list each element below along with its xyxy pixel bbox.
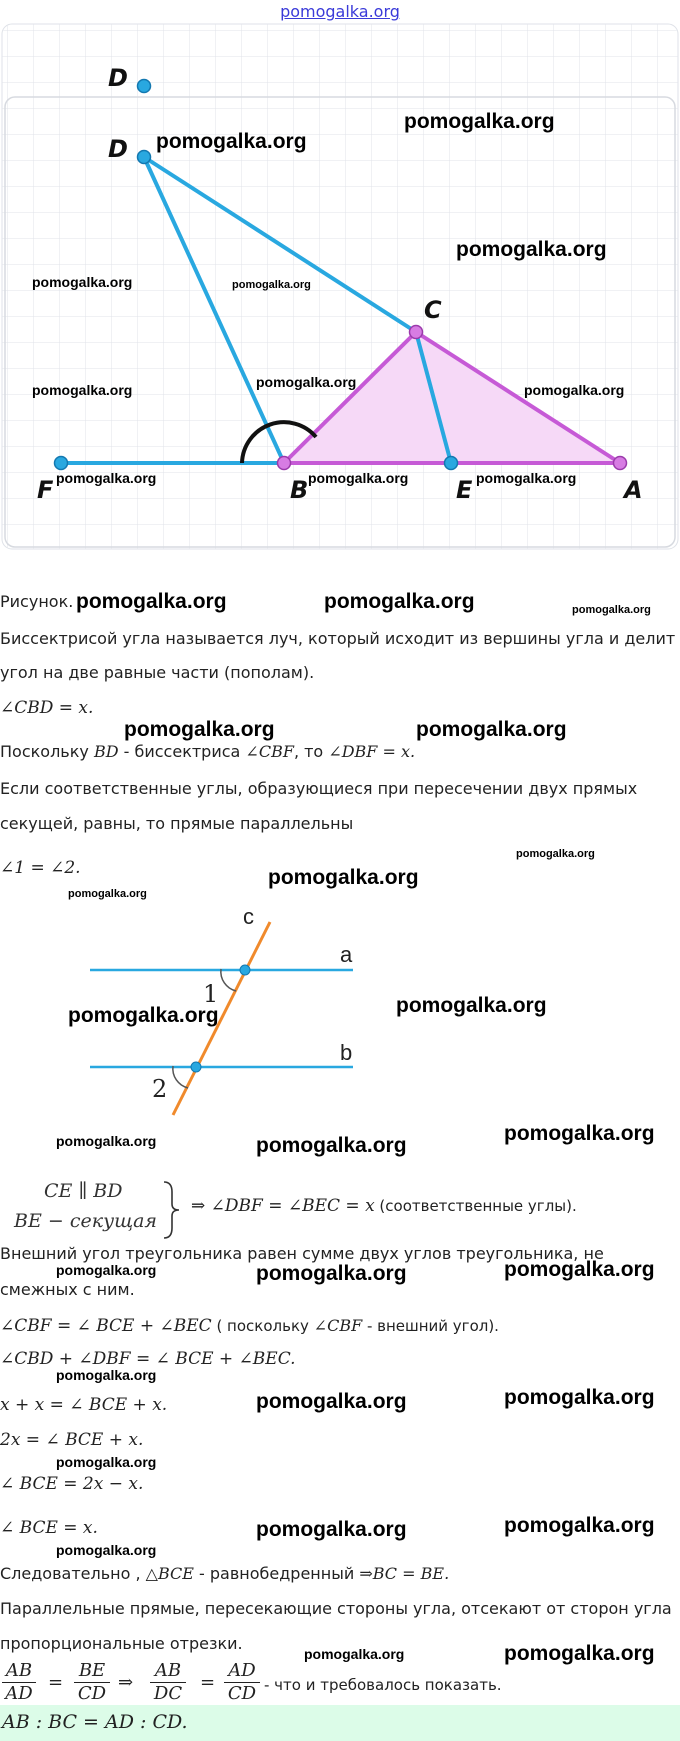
equation-bce-2: ∠ BCE = x. [0, 1518, 98, 1538]
watermark: pomogalka.org [476, 470, 577, 486]
conclusion-equation: AB : BC = AD : CD. [2, 1711, 188, 1733]
system-implies: ⇒ ∠DBF = ∠BEC = x [191, 1196, 375, 1216]
label-b: B [290, 476, 309, 504]
since-cbf: ∠CBF [245, 742, 294, 761]
cbf-equation: ∠CBF = ∠ BCE + ∠BEC [0, 1316, 212, 1336]
sum-equation: ∠CBD + ∠DBF = ∠ BCE + ∠BEC. [0, 1349, 296, 1369]
therefore-triangle: △BCE [145, 1564, 194, 1583]
equation-cbd: ∠CBD = x. [0, 698, 94, 718]
label-a: A [624, 476, 643, 504]
bisector-definition-2: угол на две равные части (пополам). [0, 663, 315, 682]
label-a-line: a [340, 942, 353, 967]
equation-bce-1: ∠ BCE = 2x − x. [0, 1474, 144, 1494]
frac-1-den: AD [5, 1683, 33, 1704]
watermark: pomogalka.org [32, 274, 133, 290]
conclusion-box [0, 1705, 680, 1741]
system-line-2: BE − секущая [14, 1210, 158, 1232]
frac-3-num: AB [150, 1660, 186, 1683]
equation-x-plus-x: x + x = ∠ BCE + x. [0, 1395, 168, 1415]
cbf-equation-line [0, 1314, 680, 1338]
label-c-line: c [243, 905, 254, 929]
watermark: pomogalka.org [56, 470, 157, 486]
frac-note: - что и требовалось показать. [264, 1676, 502, 1694]
frac-2-num: BE [74, 1660, 110, 1683]
frac-1-num: AB [2, 1660, 36, 1683]
watermark: pomogalka.org [124, 718, 275, 741]
label-c: C [424, 296, 442, 324]
frac-3 [150, 1660, 186, 1705]
angle-1-arc [221, 969, 236, 991]
proportion-rule-1: Параллельные прямые, пересекающие стороны угла, отсекают от сторон угла [0, 1599, 672, 1618]
watermark: pomogalka.org [256, 1262, 407, 1285]
therefore-text-a: Следовательно , [0, 1564, 146, 1583]
watermark: pomogalka.org [396, 994, 547, 1017]
watermark: pomogalka.org [416, 718, 567, 741]
parallel-rule-1: Если соответственные углы, образующиеся при пересечении двух прямых [0, 779, 638, 798]
cbf-note-a: ( поскольку [211, 1317, 314, 1335]
watermark: pomogalka.org [256, 374, 357, 390]
watermark: pomogalka.org [404, 110, 555, 133]
therefore-line [0, 1562, 680, 1586]
label-angle-1: 1 [203, 980, 219, 1008]
watermark: pomogalka.org [504, 1514, 655, 1537]
cbf-note-angle: ∠CBF [313, 1316, 363, 1335]
fractions-line [2, 1660, 678, 1706]
equation-2x: 2x = ∠ BCE + x. [0, 1430, 144, 1450]
watermark: pomogalka.org [268, 866, 419, 889]
watermark: pomogalka.org [504, 1642, 655, 1665]
watermark: pomogalka.org [68, 888, 147, 900]
watermark: pomogalka.org [572, 604, 651, 616]
watermark: pomogalka.org [56, 1367, 157, 1383]
watermark: pomogalka.org [68, 1004, 219, 1027]
system-note: (соответственные углы). [374, 1197, 577, 1215]
since-text-c: , то [293, 742, 329, 761]
angle-2-arc [173, 1066, 188, 1088]
frac-2-den: CD [77, 1683, 107, 1704]
therefore-text-b: - равнобедренный [193, 1564, 360, 1583]
since-bd: BD [93, 742, 119, 761]
frac-implies: ⇒ [118, 1672, 134, 1693]
point-d-ghost [138, 80, 151, 93]
watermark: pomogalka.org [308, 470, 409, 486]
watermark: pomogalka.org [256, 1518, 407, 1541]
frac-3-den: DC [153, 1683, 183, 1704]
watermark: pomogalka.org [76, 590, 227, 613]
watermark: pomogalka.org [504, 1122, 655, 1145]
cbf-note-b: - внешний угол). [362, 1317, 499, 1335]
therefore-equation: ⇒BC = BE. [359, 1564, 450, 1583]
bisector-definition-1: Биссектрисой угла называется луч, который исходит из вершины угла и делит [0, 629, 676, 648]
watermark: pomogalka.org [232, 279, 311, 291]
proportion-rule-2: пропорциональные отрезки. [0, 1634, 243, 1653]
watermark: pomogalka.org [256, 1390, 407, 1413]
watermark: pomogalka.org [456, 238, 607, 261]
since-text-b: - биссектриса [118, 742, 246, 761]
system-result [191, 1196, 577, 1216]
intersection-a [240, 965, 250, 975]
since-text-a: Поскольку [0, 742, 94, 761]
watermark: pomogalka.org [516, 848, 595, 860]
label-angle-2: 2 [152, 1075, 168, 1103]
watermark: pomogalka.org [156, 130, 307, 153]
angle-equality: ∠1 = ∠2. [0, 858, 81, 878]
system-block [10, 1180, 670, 1240]
watermark: pomogalka.org [504, 1258, 655, 1281]
point-c [410, 326, 423, 339]
frac-2 [74, 1660, 110, 1705]
since-line [0, 740, 680, 764]
frac-4-den: CD [227, 1683, 257, 1704]
label-f: F [37, 476, 54, 504]
watermark: pomogalka.org [56, 1454, 157, 1470]
frac-eq-2: = [200, 1672, 216, 1693]
watermark-link[interactable]: pomogalka.org [280, 2, 400, 21]
watermark: pomogalka.org [56, 1542, 157, 1558]
watermark: pomogalka.org [256, 1134, 407, 1157]
point-f [55, 457, 68, 470]
frac-1 [2, 1660, 36, 1705]
label-b-line: b [340, 1040, 353, 1065]
watermark: pomogalka.org [56, 1133, 157, 1149]
parallel-rule-2: секущей, равны, то прямые параллельны [0, 814, 354, 833]
external-angle-rule-1: Внешний угол треугольника равен сумме двух углов треугольника, не [0, 1244, 604, 1263]
label-d-ghost: D [108, 64, 128, 92]
figure-caption: Рисунок. [0, 592, 74, 611]
watermark: pomogalka.org [56, 1262, 157, 1278]
point-e [445, 457, 458, 470]
intersection-b [191, 1062, 201, 1072]
external-angle-rule-2: смежных с ним. [0, 1280, 135, 1299]
watermark: pomogalka.org [324, 590, 475, 613]
watermark: pomogalka.org [504, 1386, 655, 1409]
label-d: D [108, 135, 128, 163]
frac-4-num: AD [224, 1660, 260, 1683]
system-line-1: CE ∥ BD [44, 1180, 123, 1202]
watermark: pomogalka.org [524, 382, 625, 398]
point-a [614, 457, 627, 470]
frac-4 [224, 1660, 260, 1705]
watermark: pomogalka.org [32, 382, 133, 398]
point-d [138, 151, 151, 164]
since-dbf: ∠DBF = x. [328, 742, 416, 761]
frac-eq-1: = [48, 1672, 64, 1693]
watermark: pomogalka.org [304, 1646, 405, 1662]
point-b [278, 457, 291, 470]
brace [162, 1180, 182, 1240]
label-e: E [456, 476, 473, 504]
